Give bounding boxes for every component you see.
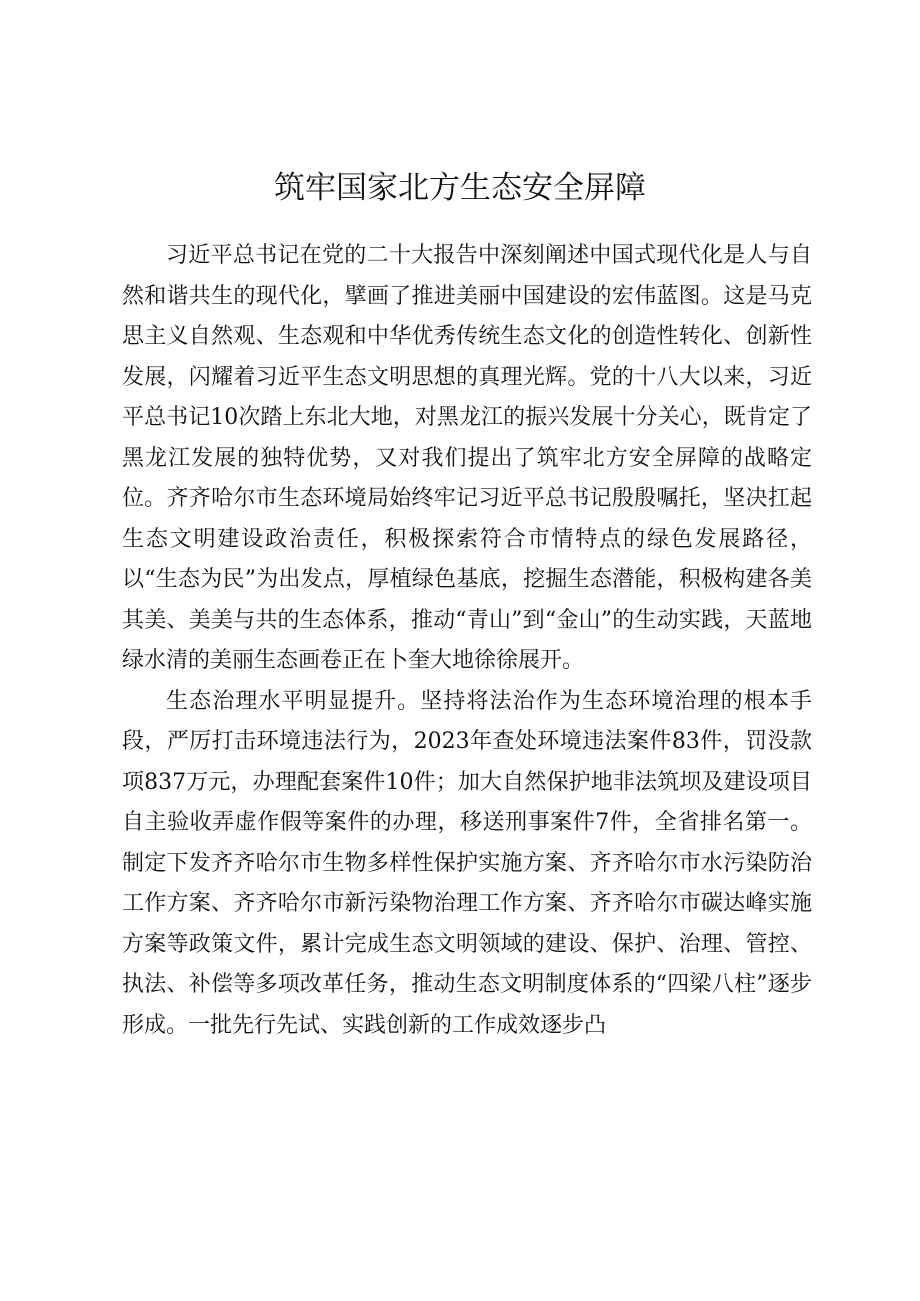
paragraph: 习近平总书记在党的二十大报告中深刻阐述中国式现代化是人与自然和谐共生的现代化，擘画了推进美丽中国建设的宏伟蓝图。这是马克思主义自然观、生态观和中华优秀传统生态文化的创造性转化、创新性发展，闪耀着习近平生态文明思想的真理光辉。党的十八大以来，习近平总书记10次踏上东北大地，对黑龙江的振兴发展十分关心，既肯定了黑龙江发展的独特优势，又对我们提出了筑牢北方安全屏障的战略定位。齐齐哈尔市生态环境局始终牢记习近平总书记殷殷嘱托，坚决扛起生态文明建设政治责任，积极探索符合市情特点的绿色发展路径，以“生态为民”为出发点，厚植绿色基底，挖掘生态潜能，积极构建各美其美、美美与共的生态体系，推动“青山”到“金山”的生动实践，天蓝地绿水清的美丽生态画卷正在卜奎大地徐徐展开。 <box>122 243 812 673</box>
document-body <box>122 236 812 1046</box>
document-title: 筑牢国家北方生态安全屏障 <box>274 170 646 206</box>
paragraph: 生态治理水平明显提升。坚持将法治作为生态环境治理的根本手段，严厉打击环境违法行为，2023年查处环境违法案件83件，罚没款项837万元，办理配套案件10件；加大自然保护地非法筑坝及建设项目自主验收弄虚作假等案件的办理，移送刑事案件7件，全省排名第一。制定下发齐齐哈尔市生物多样性保护实施方案、齐齐哈尔市水污染防治工作方案、齐齐哈尔市新污染物治理工作方案、齐齐哈尔市碳达峰实施方案等政策文件，累计完成生态文明领域的建设、保护、治理、管控、执法、补偿等多项改革任务，推动生态文明制度体系的“四梁八柱”逐步形成。一批先行先试、实践创新的工作成效逐步凸 <box>122 688 812 1038</box>
